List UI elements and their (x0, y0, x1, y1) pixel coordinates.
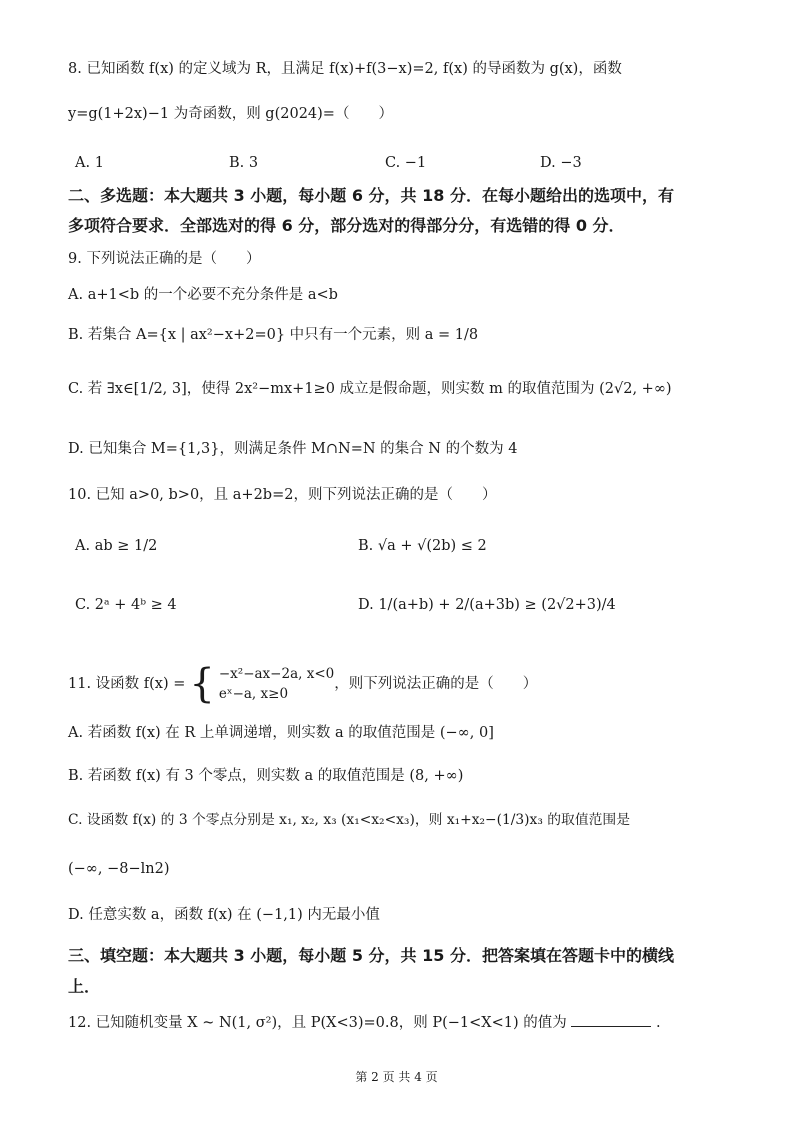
q9-stem: 9. 下列说法正确的是（ ） (68, 251, 261, 267)
page-number: 第 2 页 共 4 页 (355, 1070, 438, 1084)
section-3-heading-line1: 三、填空题：本大题共 3 小题，每小题 5 分，共 15 分．把答案填在答题卡中的横线 (68, 946, 674, 965)
q10-option-c: C. 2ᵃ + 4ᵇ ≥ 4 (75, 597, 177, 613)
q12-stem (68, 1014, 661, 1032)
section-3-heading-line2: 上． (68, 977, 101, 996)
q8-option-b: B. 3 (229, 155, 259, 171)
q11-option-c-line2: (−∞, −8−ln2) (68, 861, 170, 877)
q8-option-c: C. −1 (385, 155, 427, 171)
q10-option-d: D. 1/(a+b) + 2/(a+3b) ≥ (2√2+3)/4 (358, 597, 616, 613)
q8-line1: 8. 已知函数 f(x) 的定义域为 R，且满足 f(x)+f(3−x)=2, f(x) 的导函数为 g(x)，函数 (68, 61, 622, 77)
q10-option-a: A. ab ≥ 1/2 (75, 538, 158, 554)
piecewise-brace: { (189, 661, 215, 707)
q11-option-a: A. 若函数 f(x) 在 R 上单调递增，则实数 a 的取值范围是 (−∞, 0] (68, 725, 494, 741)
q8-line2: y=g(1+2x)−1 为奇函数，则 g(2024)=（ ） (68, 106, 393, 122)
q12-text: 12. 已知随机变量 X ~ N(1, σ²)，且 P(X<3)=0.8，则 P(−1<X<1) 的值为 (68, 1015, 567, 1031)
q9-option-a: A. a+1<b 的一个必要不充分条件是 a<b (68, 287, 338, 303)
answer-blank[interactable] (571, 1014, 651, 1027)
q11-option-d: D. 任意实数 a，函数 f(x) 在 (−1,1) 内无最小值 (68, 907, 380, 923)
q11-stem-prefix: 11. 设函数 f(x) = (68, 675, 186, 692)
q11-option-c-line1: C. 设函数 f(x) 的 3 个零点分别是 x₁, x₂, x₃ (x₁<x₂<x₃)，则 x₁+x₂−(1/3)x₃ 的取值范围是 (68, 812, 631, 828)
q10-option-b: B. √a + √(2b) ≤ 2 (358, 538, 487, 554)
q12-end: . (655, 1015, 661, 1031)
q11-piecewise (219, 664, 334, 704)
q8-option-a: A. 1 (75, 155, 104, 171)
q11-stem-suffix: ，则下列说法正确的是（ ） (334, 675, 538, 692)
section-2-heading-line1: 二、多选题：本大题共 3 小题，每小题 6 分，共 18 分．在每小题给出的选项中，有 (68, 186, 674, 205)
q11-piece-2: eˣ−a, x≥0 (218, 686, 289, 702)
q9-option-d: D. 已知集合 M={1,3}，则满足条件 M∩N=N 的集合 N 的个数为 4 (68, 441, 518, 457)
q9-option-c: C. 若 ∃x∈[1/2, 3]，使得 2x²−mx+1≥0 成立是假命题，则实数 m 的取值范围为 (2√2, +∞) (68, 381, 672, 397)
q10-stem: 10. 已知 a>0, b>0，且 a+2b=2，则下列说法正确的是（ ） (68, 487, 497, 503)
q11-option-b: B. 若函数 f(x) 有 3 个零点，则实数 a 的取值范围是 (8, +∞) (68, 768, 464, 784)
q9-option-b: B. 若集合 A={x | ax²−x+2=0} 中只有一个元素，则 a = 1/8 (68, 327, 479, 343)
q11-piece-1: −x²−ax−2a, x<0 (218, 666, 335, 682)
q8-option-d: D. −3 (540, 155, 582, 171)
q11-stem (68, 661, 538, 707)
section-2-heading-line2: 多项符合要求．全部选对的得 6 分，部分选对的得部分分，有选错的得 0 分． (68, 216, 625, 235)
